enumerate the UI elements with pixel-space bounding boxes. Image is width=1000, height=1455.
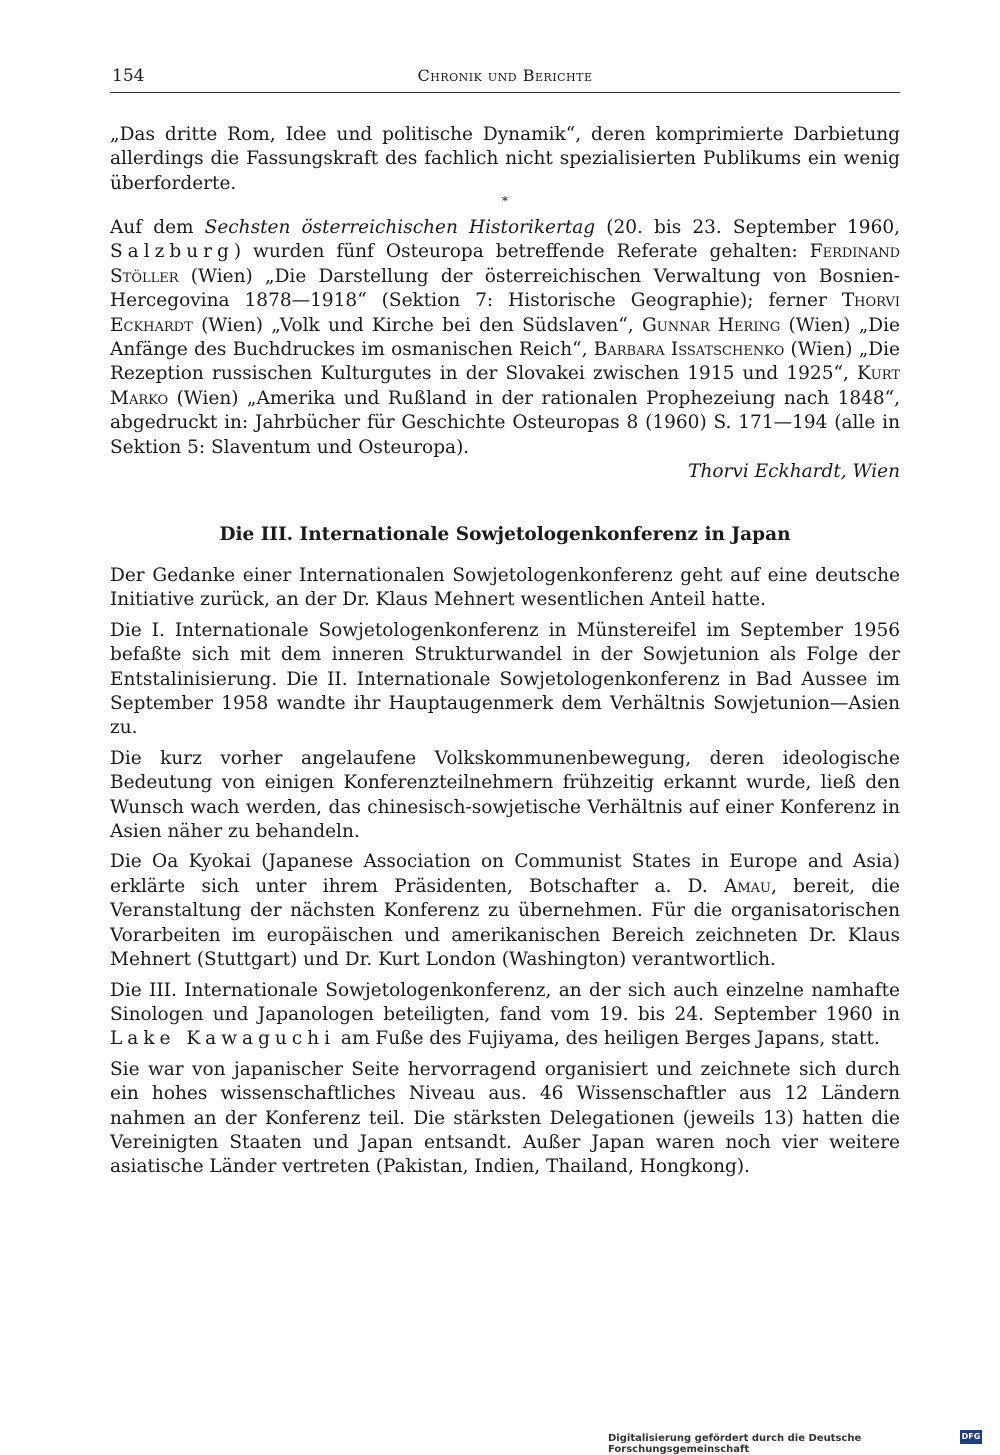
conference-block xyxy=(110,564,900,1180)
text-run: (20. bis 23. September 1960, xyxy=(595,217,900,238)
header-rule xyxy=(110,92,900,93)
conference-paragraph-1: Der Gedanke einer Internationalen Sowjetologenkonferenz geht auf eine deutsche Initiative zurück, an der Dr. Klaus Mehnert wesentlichen Anteil hatte. xyxy=(110,565,900,611)
text-run: (Wien) „Die Anfänge des Buchdruckes im osmanischen Reich“, xyxy=(110,314,900,361)
dfg-logo: DFG xyxy=(960,1430,982,1444)
page-number: 154 xyxy=(112,66,145,86)
text-run: (Wien) „Die Darstellung der österreichischen Verwaltung von Bosnien-Hercegovina 1878—1918“ (Sektion 7: Historische Geographie); ferner xyxy=(110,265,900,312)
place-name: Salzburg xyxy=(110,241,234,263)
historikertag-paragraph xyxy=(110,216,900,460)
event-name: Sechsten österreichischen Historikertag xyxy=(204,217,596,238)
intro-paragraph-block xyxy=(110,123,900,196)
text-run: (Wien) „Volk und Kirche bei den Südslaven“, xyxy=(192,314,642,336)
text-run: Die III. Internationale Sowjetologenkonferenz, an der sich auch einzelne namhafte Sinologen und Japanologen beteiligten, fand vom 19. bis 24. September 1960 in xyxy=(110,979,900,1025)
text-run: Die Oa Kyokai (Japanese Association on Communist States in Europe and Asia) erklärte sich unter ihrem Präsidenten, Botschafter a. D. xyxy=(110,851,900,897)
section-heading: Die III. Internationale Sowjetologenkonferenz in Japan xyxy=(219,524,791,545)
running-head: Chronik und Berichte xyxy=(417,66,593,85)
signature: Thorvi Eckhardt, Wien xyxy=(688,461,900,483)
section-separator: * xyxy=(502,194,508,208)
conference-paragraph-4 xyxy=(110,850,900,972)
conference-paragraph-2: Die I. Internationale Sowjetologenkonferenz in Münstereifel im September 1956 befaßte sich mit dem inneren Strukturwandel in der Sowjetunion als Folge der Entstalinisierung. Die II. Internationale Sowjetologenkonferenz in Bad Aussee im September 1958 wandte ihr Hauptaugenmerk dem Verhältnis Sowjetunion—Asien zu. xyxy=(110,619,900,739)
text-run: am Fuße des Fujiyama, des heiligen Berges Japans, statt. xyxy=(335,1028,880,1050)
conference-paragraph-6: Sie war von japanischer Seite hervorragend organisiert und zeichnete sich durch ein hohes wissenschaftliches Niveau aus. 46 Wissenschaftler aus 12 Ländern nahmen an der Konferenz teil. Die stärksten Delegationen (jeweils 13) hatten die Vereinigten Staaten und Japan entsandt. Außer Japan waren noch vier weitere asiatische Länder vertreten (Pakistan, Indien, Thailand, Hongkong). xyxy=(110,1058,900,1178)
text-run: (Wien) „Amerika und Rußland in der rationalen Prophezeiung nach 1848“, abgedruckt in: Jahrbücher für Geschichte Osteuropas 8 (1960) S. 171—194 (alle in Sektion 5: Slaventum und Osteuropa). xyxy=(110,387,900,458)
conference-paragraph-5 xyxy=(110,979,900,1052)
author-name: Barbara Issatschenko xyxy=(593,339,785,361)
text-run: Auf dem xyxy=(110,217,205,238)
text-run: ) wurden fünf Osteuropa betreffende Referate gehalten: xyxy=(233,241,810,263)
text-run: , bereit, die Veranstaltung der nächsten Konferenz zu übernehmen. Für die organisatorischen Vorarbeiten im europäischen und amerikanischen Bereich zeichneten Dr. Klaus Mehnert (Stuttgart) und Dr. Kurt London (Washington) verantwortlich. xyxy=(110,875,900,971)
author-name: Ferdinand Stöller xyxy=(110,241,900,287)
person-name: Amau xyxy=(724,875,772,897)
author-name: Thorvi Eckhardt xyxy=(110,290,900,336)
author-name: Kurt Marko xyxy=(110,363,900,409)
conference-paragraph-3: Die kurz vorher angelaufene Volkskommunenbewegung, deren ideologische Bedeutung von einigen Konferenzteilnehmern frühzeitig erkannt wurde, ließ den Wunsch wach werden, das chinesisch-sowjetische Verhältnis auf einer Konferenz in Asien näher zu behandeln. xyxy=(110,747,900,843)
digitization-credit: Digitalisierung gefördert durch die Deutsche Forschungsgemeinschaft xyxy=(608,1433,862,1455)
text-run: (Wien) „Die Rezeption russischen Kulturgutes in der Slovakei zwischen 1915 und 1925“, xyxy=(110,339,900,385)
historikertag-block xyxy=(110,216,900,484)
place-name: Lake Kawaguchi xyxy=(110,1028,336,1050)
author-name: Gunnar Hering xyxy=(641,314,781,336)
intro-paragraph: „Das dritte Rom, Idee und politische Dynamik“, deren komprimierte Darbietung allerdings die Fassungskraft des fachlich nicht spezialisierten Publikums ein wenig überforderte. xyxy=(110,124,900,194)
